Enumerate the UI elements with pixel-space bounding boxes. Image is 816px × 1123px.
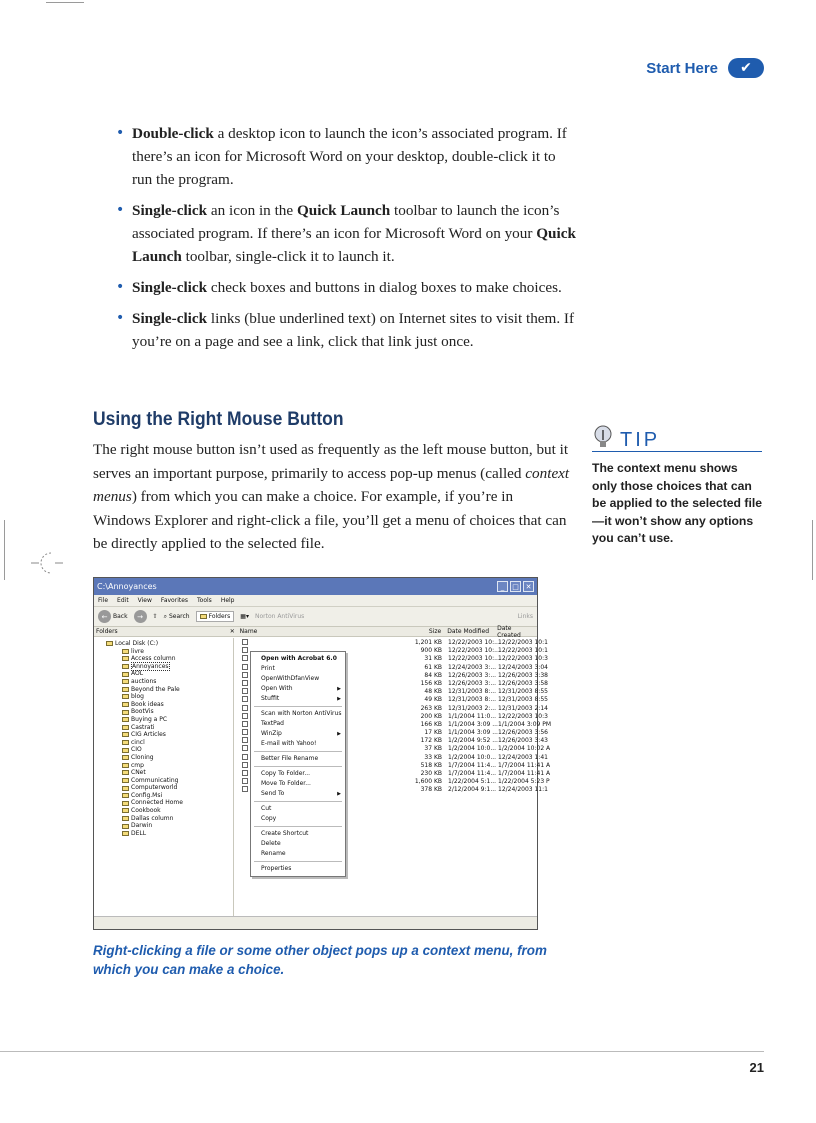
window-titlebar — [94, 578, 537, 595]
context-menu-item[interactable]: Copy To Folder... — [261, 770, 311, 777]
folders-button[interactable]: Folders — [196, 611, 235, 622]
folder-icon — [122, 801, 129, 806]
menu-separator — [254, 766, 342, 767]
menu-separator — [254, 801, 342, 802]
running-header — [646, 58, 764, 78]
tree-item[interactable]: Access column — [94, 655, 233, 663]
folder-icon — [122, 816, 129, 821]
list-item: • Single-click links (blue underlined text) on Internet sites to visit them. If you’re on a page and see a link, click that link just once. — [116, 307, 576, 353]
table-row[interactable]: 37 KB 1/2/2004 10:0... 1/2/2004 10:02 A — [238, 745, 538, 753]
menu-edit[interactable]: Edit — [117, 597, 129, 604]
folder-icon — [122, 740, 129, 745]
folder-icon — [122, 717, 129, 722]
folder-icon — [200, 614, 207, 619]
context-menu-item[interactable]: Scan with Norton AntiVirus — [261, 710, 342, 717]
folder-icon — [122, 694, 129, 699]
horizontal-scrollbar[interactable] — [94, 916, 537, 929]
tree-item[interactable]: Communicating — [94, 777, 233, 785]
submenu-arrow-icon: ▶ — [337, 731, 341, 737]
section-heading: Using the Right Mouse Button — [93, 409, 344, 430]
tree-item[interactable]: Buying a PC — [94, 716, 233, 724]
folders-pane-header: Folders — [96, 628, 118, 635]
back-button[interactable]: ← Back — [98, 610, 128, 623]
context-menu-item[interactable]: Print — [261, 665, 275, 672]
menu-tools[interactable]: Tools — [197, 597, 212, 604]
up-folder-icon[interactable]: ⇧ — [152, 613, 158, 620]
menu-favorites[interactable]: Favorites — [160, 597, 189, 604]
links-button[interactable]: Links — [517, 613, 533, 620]
folder-icon — [122, 656, 129, 661]
folder-icon — [122, 732, 129, 737]
tree-item[interactable]: Connected Home — [94, 799, 233, 807]
context-menu-item[interactable]: Open With ▶ — [261, 685, 341, 692]
table-row[interactable]: 166 KB 1/1/2004 3:09 ... 1/1/2004 3:09 PM — [238, 721, 538, 729]
column-header-row — [94, 624, 537, 639]
column-date-created[interactable]: Date Created — [497, 624, 521, 639]
context-menu-item[interactable]: Move To Folder... — [261, 780, 311, 787]
header-title: Start Here — [646, 59, 718, 77]
folder-icon — [122, 679, 129, 684]
tree-item[interactable]: Book ideas — [94, 701, 233, 709]
window-title: C:\Annoyances — [97, 582, 157, 591]
search-icon: ⌕ — [163, 612, 167, 620]
folder-icon — [122, 672, 129, 677]
maximize-button[interactable]: □ — [510, 581, 521, 592]
tip-text: The context menu shows only those choices that can be applied to the selected file—it won’t show any options you can’t use. — [592, 461, 762, 545]
folder-icon — [122, 763, 129, 768]
table-row[interactable]: 1,201 KB 12/22/2003 10:... 12/22/2003 10:1 — [238, 639, 538, 647]
context-menu-item[interactable]: OpenWithDfanView — [261, 675, 320, 682]
context-menu-item[interactable]: Rename — [261, 850, 286, 857]
menu-separator — [254, 751, 342, 752]
table-row[interactable]: 84 KB 12/26/2003 3:... 12/26/2003 3:38 — [238, 672, 538, 680]
tree-item[interactable]: CNet — [94, 769, 233, 777]
table-row[interactable]: 48 KB 12/31/2003 8:... 12/31/2003 8:55 — [238, 688, 538, 696]
table-row[interactable]: 1,600 KB 1/22/2004 5:1... 1/22/2004 5:23 P — [238, 778, 538, 786]
column-size[interactable]: Size — [428, 628, 442, 635]
tree-item[interactable]: auctions — [94, 678, 233, 686]
table-row[interactable]: 263 KB 12/31/2003 2:... 12/31/2003 2:14 — [238, 705, 538, 713]
crop-mark-left — [4, 520, 5, 580]
context-menu-item[interactable]: E-mail with Yahoo! — [261, 740, 317, 747]
context-menu-item[interactable]: Properties — [261, 865, 292, 872]
views-button[interactable]: ▦▾ — [240, 613, 249, 620]
menu-separator — [254, 706, 342, 707]
tree-item[interactable]: AOL — [94, 670, 233, 678]
checkmark-icon: ✔ — [728, 58, 764, 78]
context-menu-item[interactable]: WinZip ▶ — [261, 730, 341, 737]
crop-mark-top — [46, 2, 84, 3]
table-row[interactable]: 31 KB 12/22/2003 10:... 12/22/2003 10:3 — [238, 655, 538, 663]
menu-separator — [254, 861, 342, 862]
table-row[interactable]: 172 KB 1/2/2004 9:52 ... 12/26/2003 3:43 — [238, 737, 538, 745]
explorer-toolbar — [94, 607, 537, 627]
tree-item[interactable]: blog — [94, 693, 233, 701]
tree-item[interactable]: Beyond the Pale — [94, 686, 233, 694]
list-item: • Double-click a desktop icon to launch the icon’s associated program. If there’s an icon for Microsoft Word on your desktop, double-click it to run the program. — [116, 122, 576, 191]
table-row[interactable]: 900 KB 12/22/2003 10:... 12/22/2003 10:1 — [238, 647, 538, 655]
table-row[interactable]: 518 KB 1/7/2004 11:4... 1/7/2004 11:41 A — [238, 762, 538, 770]
folders-close-icon[interactable]: ✕ — [229, 628, 235, 635]
list-item: • Single-click check boxes and buttons in dialog boxes to make choices. — [116, 276, 576, 299]
tip-label: TIP — [620, 429, 661, 451]
folder-icon — [122, 748, 129, 753]
menu-help[interactable]: Help — [220, 597, 235, 604]
norton-antivirus-button[interactable]: Norton AntiVirus — [254, 613, 305, 620]
column-name[interactable]: Name — [239, 628, 258, 635]
search-button[interactable]: ⌕ Search — [163, 612, 190, 620]
table-row[interactable]: 49 KB 12/31/2003 8:... 12/31/2003 8:55 — [238, 696, 538, 704]
tree-item[interactable]: Dallas column — [94, 815, 233, 823]
context-menu-item[interactable]: Create Shortcut — [261, 830, 309, 837]
context-menu-item[interactable]: Send To ▶ — [261, 790, 341, 797]
body-paragraph: The right mouse button isn’t used as frequently as the left mouse button, but it serves an important purpose, primarily to access pop-up menus (called context menus) from which you can make a choice. For example, if you’re in Windows Explorer and right-click a file, you’ll get a menu of choices that can be directly applied to the selected file. — [93, 441, 570, 552]
registration-mark-icon — [31, 550, 63, 576]
back-arrow-icon: ← — [98, 610, 111, 623]
context-menu-item[interactable]: Copy — [261, 815, 277, 822]
mouse-click-bullet-list — [116, 122, 576, 361]
tree-item[interactable]: Darwin — [94, 822, 233, 830]
tree-item[interactable]: Cookbook — [94, 807, 233, 815]
table-row[interactable]: 378 KB 2/12/2004 9:1... 12/24/2003 11:1 — [238, 786, 538, 794]
table-row[interactable]: 230 KB 1/7/2004 11:4... 1/7/2004 11:41 A — [238, 770, 538, 778]
tree-item[interactable]: Config.Msi — [94, 792, 233, 800]
menu-separator — [254, 826, 342, 827]
table-row[interactable]: 33 KB 1/2/2004 10:0... 12/24/2003 1:41 — [238, 754, 538, 762]
page-number: 21 — [749, 1060, 764, 1075]
folder-icon — [122, 755, 129, 760]
tree-item[interactable]: Castrati — [94, 724, 233, 732]
submenu-arrow-icon: ▶ — [337, 696, 341, 702]
folder-icon — [122, 664, 129, 669]
list-item: • Single-click an icon in the Quick Launch toolbar to launch the icon’s associated program. If there’s an icon for Microsoft Word on your Quick Launch toolbar, single-click it to launch it. — [116, 199, 576, 268]
tree-item[interactable]: Cloning — [94, 754, 233, 762]
menu-view[interactable]: View — [137, 597, 152, 604]
forward-button[interactable]: → — [134, 610, 147, 623]
table-row[interactable]: 200 KB 1/1/2004 11:0... 12/22/2003 10:3 — [238, 713, 538, 721]
folders-tree — [94, 638, 234, 916]
tree-item[interactable]: Annoyances — [94, 663, 233, 671]
folder-icon — [122, 770, 129, 775]
folder-icon — [122, 786, 129, 791]
menu-file[interactable]: File — [98, 597, 109, 604]
tree-item[interactable]: cincl — [94, 739, 233, 747]
submenu-arrow-icon: ▶ — [337, 686, 341, 692]
tree-item[interactable]: Computerworld — [94, 784, 233, 792]
context-menu-item[interactable]: TextPad — [261, 720, 284, 727]
submenu-arrow-icon: ▶ — [337, 791, 341, 797]
folder-icon — [122, 793, 129, 798]
context-menu-item[interactable]: StuffIt ▶ — [261, 695, 341, 702]
folder-icon — [122, 831, 129, 836]
table-row[interactable]: 156 KB 12/26/2003 3:... 12/26/2003 3:58 — [238, 680, 538, 688]
table-row[interactable]: 17 KB 1/1/2004 3:09 ... 12/26/2003 3:56 — [238, 729, 538, 737]
explorer-screenshot — [93, 577, 552, 930]
minimize-button[interactable]: _ — [497, 581, 508, 592]
tree-item[interactable]: livre — [94, 648, 233, 656]
context-menu-item[interactable]: Better File Rename — [261, 755, 319, 762]
lightbulb-icon — [592, 424, 614, 450]
context-menu-item[interactable]: Cut — [261, 805, 272, 812]
file-icon — [238, 639, 402, 647]
folder-icon — [122, 710, 129, 715]
folder-icon — [122, 808, 129, 813]
table-row[interactable]: 61 KB 12/24/2003 3:... 12/24/2003 3:04 — [238, 664, 538, 672]
context-menu-item[interactable]: Delete — [261, 840, 281, 847]
folder-icon — [122, 649, 129, 654]
tip-sidebar — [592, 424, 762, 548]
tree-item[interactable]: DELL — [94, 830, 233, 838]
crop-mark-right — [812, 520, 813, 580]
footer-rule — [0, 1051, 764, 1052]
tree-item[interactable]: Local Disk (C:) — [94, 640, 233, 648]
folder-icon — [122, 702, 129, 707]
folder-icon — [122, 725, 129, 730]
tree-item[interactable]: BootVis — [94, 708, 233, 716]
tree-item[interactable]: CIO — [94, 746, 233, 754]
close-button[interactable]: ✕ — [523, 581, 534, 592]
folder-icon — [122, 687, 129, 692]
folder-icon — [122, 824, 129, 829]
folder-icon — [106, 641, 113, 646]
folder-icon — [122, 778, 129, 783]
context-menu-item[interactable]: Open with Acrobat 6.0 — [261, 655, 337, 662]
tree-item[interactable]: cmp — [94, 762, 233, 770]
tree-item[interactable]: CIG Articles — [94, 731, 233, 739]
context-menu — [250, 651, 346, 877]
menu-bar — [94, 595, 537, 607]
figure-caption: Right-clicking a file or some other object pops up a context menu, from which you can make a choice. — [93, 943, 547, 977]
column-date-modified[interactable]: Date Modified — [447, 628, 490, 635]
